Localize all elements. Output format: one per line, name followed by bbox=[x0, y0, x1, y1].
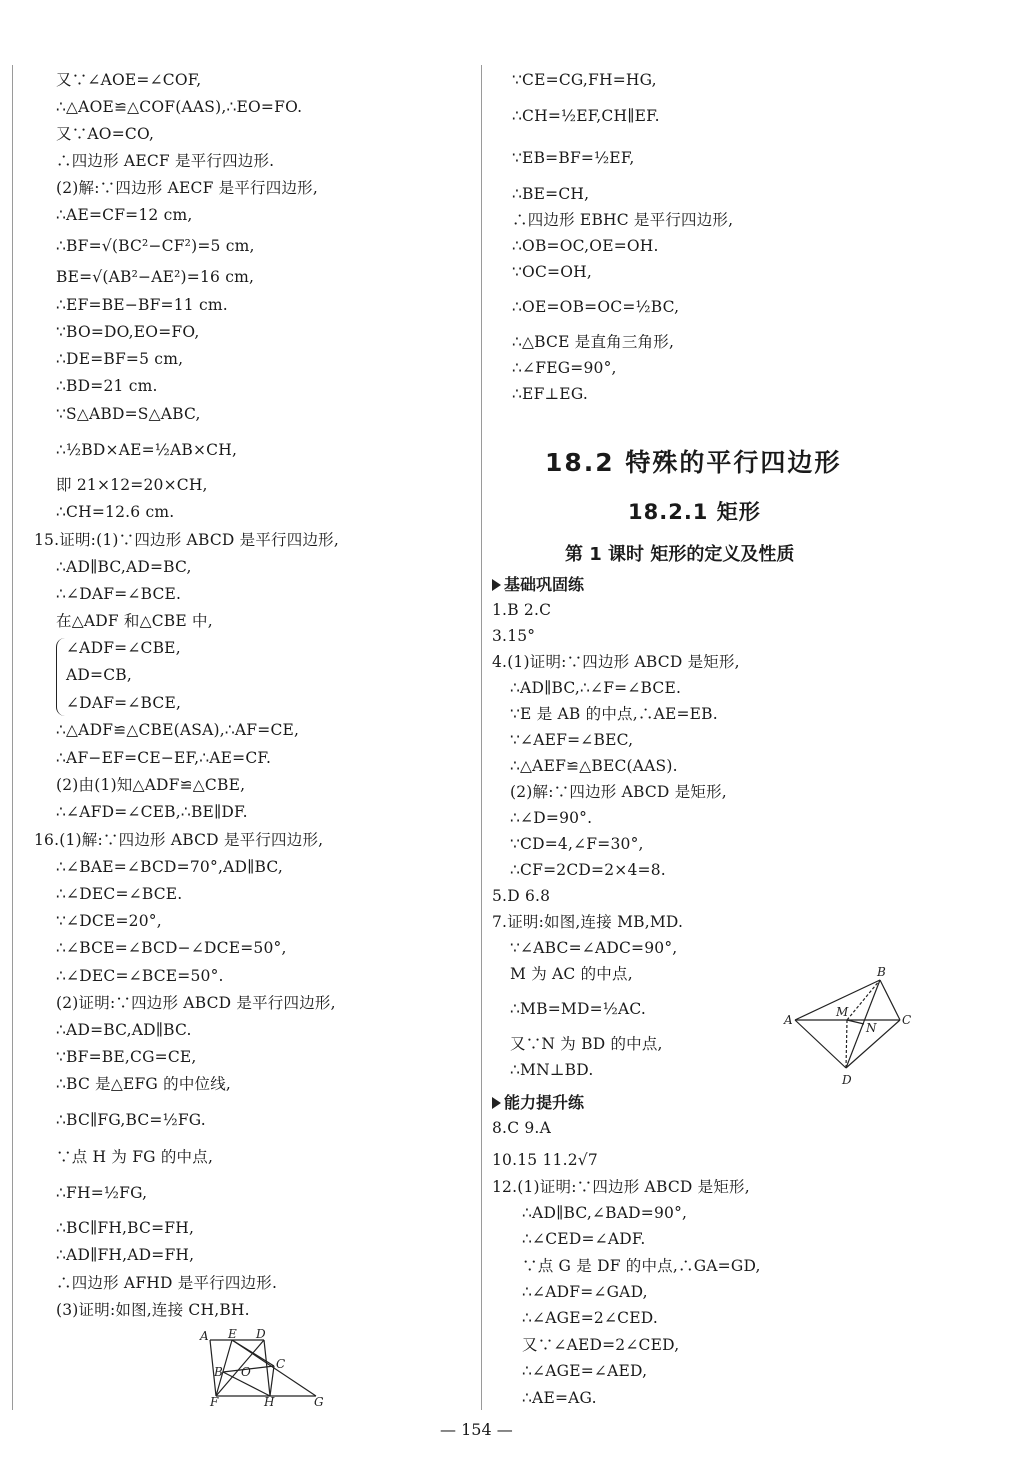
text-line: ∵OC=OH, bbox=[512, 263, 592, 281]
text-line: ∴四边形 AECF 是平行四边形. bbox=[56, 152, 275, 170]
point-label: O bbox=[241, 1365, 251, 1379]
text-line: ∴BC∥FG,BC=½FG. bbox=[56, 1111, 206, 1129]
text-line: ∴½BD×AE=½AB×CH, bbox=[56, 441, 238, 459]
text-line: (3)证明:如图,连接 CH,BH. bbox=[56, 1301, 250, 1319]
text-line: ∴BC∥FH,BC=FH, bbox=[56, 1219, 195, 1237]
text-line: ∴∠BCE=∠BCD−∠DCE=50°, bbox=[56, 939, 287, 957]
text-line: ∴AF−EF=CE−EF,∴AE=CF. bbox=[56, 749, 272, 767]
text-line: 又∵∠AED=2∠CED, bbox=[522, 1336, 680, 1354]
text-line: (2)证明:∵四边形 ABCD 是平行四边形, bbox=[56, 994, 336, 1012]
text-line: 1.B 2.C bbox=[492, 601, 552, 619]
text-line: ∴MB=MD=½AC. bbox=[510, 1000, 647, 1018]
text-line: 10.15 11.2√7 bbox=[492, 1151, 598, 1169]
text-line: ∴∠ADF=∠GAD, bbox=[522, 1283, 648, 1301]
basic-practice-heading bbox=[492, 572, 584, 595]
text-line: ∴∠DAF=∠BCE. bbox=[56, 585, 182, 603]
text-line: 4.(1)证明:∵四边形 ABCD 是矩形, bbox=[492, 653, 740, 671]
text-line: ∠ADF=∠CBE, bbox=[66, 639, 181, 657]
text-line: 3.15° bbox=[492, 627, 536, 645]
subsection-title: 18.2.1 矩形 bbox=[628, 500, 761, 524]
text-line: ∵E 是 AB 的中点,∴AE=EB. bbox=[510, 705, 718, 723]
text-line: ∴BC 是△EFG 的中位线, bbox=[56, 1075, 232, 1093]
text-line: ∴AD∥BC,∴∠F=∠BCE. bbox=[510, 679, 682, 697]
text-line: ∴△AOE≌△COF(AAS),∴EO=FO. bbox=[56, 98, 303, 116]
point-label: D bbox=[256, 1328, 266, 1341]
text-line: 又∵N 为 BD 的中点, bbox=[510, 1035, 663, 1053]
text-line: ∴EF=BE−BF=11 cm. bbox=[56, 296, 228, 314]
text-line: 5.D 6.8 bbox=[492, 887, 551, 905]
text-line: ∴BE=CH, bbox=[512, 185, 590, 203]
figure-parallelogram-afhd bbox=[196, 1328, 346, 1408]
text-line: 16.(1)解:∵四边形 ABCD 是平行四边形, bbox=[34, 831, 324, 849]
text-line: ∴EF⊥EG. bbox=[512, 385, 588, 403]
text-line: ∴∠D=90°. bbox=[510, 809, 593, 827]
lesson-title: 第 1 课时 矩形的定义及性质 bbox=[565, 544, 795, 565]
text-line: ∵点 H 为 FG 的中点, bbox=[56, 1148, 214, 1166]
figure-quadrilateral-abcd bbox=[780, 962, 930, 1092]
text-line: ∴OE=OB=OC=½BC, bbox=[512, 298, 680, 316]
heading-label: 能力提升练 bbox=[504, 1093, 585, 1112]
text-line: ∵S△ABD=S△ABC, bbox=[56, 405, 201, 423]
point-label: G bbox=[314, 1395, 324, 1408]
text-line: ∴AE=AG. bbox=[522, 1389, 597, 1407]
point-label: M bbox=[836, 1005, 849, 1019]
point-label: A bbox=[200, 1329, 209, 1343]
text-line: ∴△ADF≌△CBE(ASA),∴AF=CE, bbox=[56, 721, 300, 739]
text-line: ∴∠DEC=∠BCE. bbox=[56, 885, 183, 903]
text-line: ∴AE=CF=12 cm, bbox=[56, 206, 193, 224]
point-label: D bbox=[842, 1073, 852, 1087]
text-line: AD=CB, bbox=[66, 666, 132, 684]
text-line: 在△ADF 和△CBE 中, bbox=[56, 612, 213, 630]
text-line: ∴∠FEG=90°, bbox=[512, 359, 617, 377]
heading-label: 基础巩固练 bbox=[504, 575, 585, 594]
text-line: ∵点 G 是 DF 的中点,∴GA=GD, bbox=[522, 1257, 761, 1275]
point-label: B bbox=[214, 1365, 223, 1379]
left-margin-rule bbox=[12, 65, 13, 1410]
point-label: N bbox=[866, 1021, 877, 1035]
point-label: B bbox=[877, 965, 886, 979]
text-line: ∴BD=21 cm. bbox=[56, 377, 158, 395]
text-line: ∴AD∥FH,AD=FH, bbox=[56, 1246, 195, 1264]
page-number: — 154 — bbox=[440, 1420, 513, 1439]
text-line: ∴DE=BF=5 cm, bbox=[56, 350, 184, 368]
text-line: 8.C 9.A bbox=[492, 1119, 551, 1137]
text-line: ∴CH=½EF,CH∥EF. bbox=[512, 107, 660, 125]
play-triangle-icon bbox=[492, 1097, 501, 1109]
point-label: E bbox=[228, 1328, 237, 1341]
text-line: ∴四边形 AFHD 是平行四边形. bbox=[56, 1274, 278, 1292]
point-label: H bbox=[264, 1395, 275, 1408]
text-line: 又∵AO=CO, bbox=[56, 125, 155, 143]
text-line: 即 21×12=20×CH, bbox=[56, 476, 208, 494]
point-label: C bbox=[902, 1013, 912, 1027]
text-line: (2)解:∵四边形 AECF 是平行四边形, bbox=[56, 179, 318, 197]
text-line: 又∵∠AOE=∠COF, bbox=[56, 71, 202, 89]
text-line: ∴∠CED=∠ADF. bbox=[522, 1230, 646, 1248]
text-line: ∴CF=2CD=2×4=8. bbox=[510, 861, 666, 879]
text-line: ∴AD∥BC,AD=BC, bbox=[56, 558, 192, 576]
text-line: (2)由(1)知△ADF≌△CBE, bbox=[56, 776, 246, 794]
text-line: (2)解:∵四边形 ABCD 是矩形, bbox=[510, 783, 727, 801]
text-line: ∴OB=OC,OE=OH. bbox=[512, 237, 659, 255]
text-line: 15.证明:(1)∵四边形 ABCD 是平行四边形, bbox=[34, 531, 339, 549]
text-line: ∴∠AFD=∠CEB,∴BE∥DF. bbox=[56, 803, 248, 821]
text-line: ∴∠DEC=∠BCE=50°. bbox=[56, 967, 224, 985]
text-line: ∵EB=BF=½EF, bbox=[512, 149, 635, 167]
text-line: ∴AD=BC,AD∥BC. bbox=[56, 1021, 192, 1039]
text-line: ∴BF=√(BC²−CF²)=5 cm, bbox=[56, 237, 255, 255]
text-line: ∠DAF=∠BCE, bbox=[66, 694, 182, 712]
text-line: ∵BF=BE,CG=CE, bbox=[56, 1048, 197, 1066]
text-line: ∵CD=4,∠F=30°, bbox=[510, 835, 644, 853]
text-line: ∴CH=12.6 cm. bbox=[56, 503, 175, 521]
text-line: ∵∠DCE=20°, bbox=[56, 912, 162, 930]
text-line: ∴∠AGE=2∠CED. bbox=[522, 1309, 658, 1327]
point-label: C bbox=[276, 1357, 286, 1371]
advanced-practice-heading bbox=[492, 1090, 584, 1113]
play-triangle-icon bbox=[492, 579, 501, 591]
text-line: 7.证明:如图,连接 MB,MD. bbox=[492, 913, 684, 931]
text-line: ∴△BCE 是直角三角形, bbox=[512, 333, 675, 351]
text-line: ∴△AEF≌△BEC(AAS). bbox=[510, 757, 678, 775]
point-label: F bbox=[210, 1395, 219, 1408]
section-title: 18.2 特殊的平行四边形 bbox=[545, 448, 842, 477]
text-line: ∴∠AGE=∠AED, bbox=[522, 1362, 648, 1380]
text-line: ∴AD∥BC,∠BAD=90°, bbox=[522, 1204, 688, 1222]
text-line: ∵CE=CG,FH=HG, bbox=[512, 71, 657, 89]
point-label: A bbox=[784, 1013, 793, 1027]
text-line: M 为 AC 的中点, bbox=[510, 965, 633, 983]
text-line: ∵BO=DO,EO=FO, bbox=[56, 323, 200, 341]
text-line: ∵∠AEF=∠BEC, bbox=[510, 731, 634, 749]
text-line: ∴∠BAE=∠BCD=70°,AD∥BC, bbox=[56, 858, 283, 876]
text-line: ∴FH=½FG, bbox=[56, 1184, 148, 1202]
text-line: ∴MN⊥BD. bbox=[510, 1061, 594, 1079]
text-line: ∵∠ABC=∠ADC=90°, bbox=[510, 939, 678, 957]
text-line: BE=√(AB²−AE²)=16 cm, bbox=[56, 268, 255, 286]
text-line: 12.(1)证明:∵四边形 ABCD 是矩形, bbox=[492, 1178, 750, 1196]
system-brace bbox=[56, 638, 65, 716]
column-divider bbox=[481, 65, 482, 1410]
text-line: ∴四边形 EBHC 是平行四边形, bbox=[512, 211, 734, 229]
